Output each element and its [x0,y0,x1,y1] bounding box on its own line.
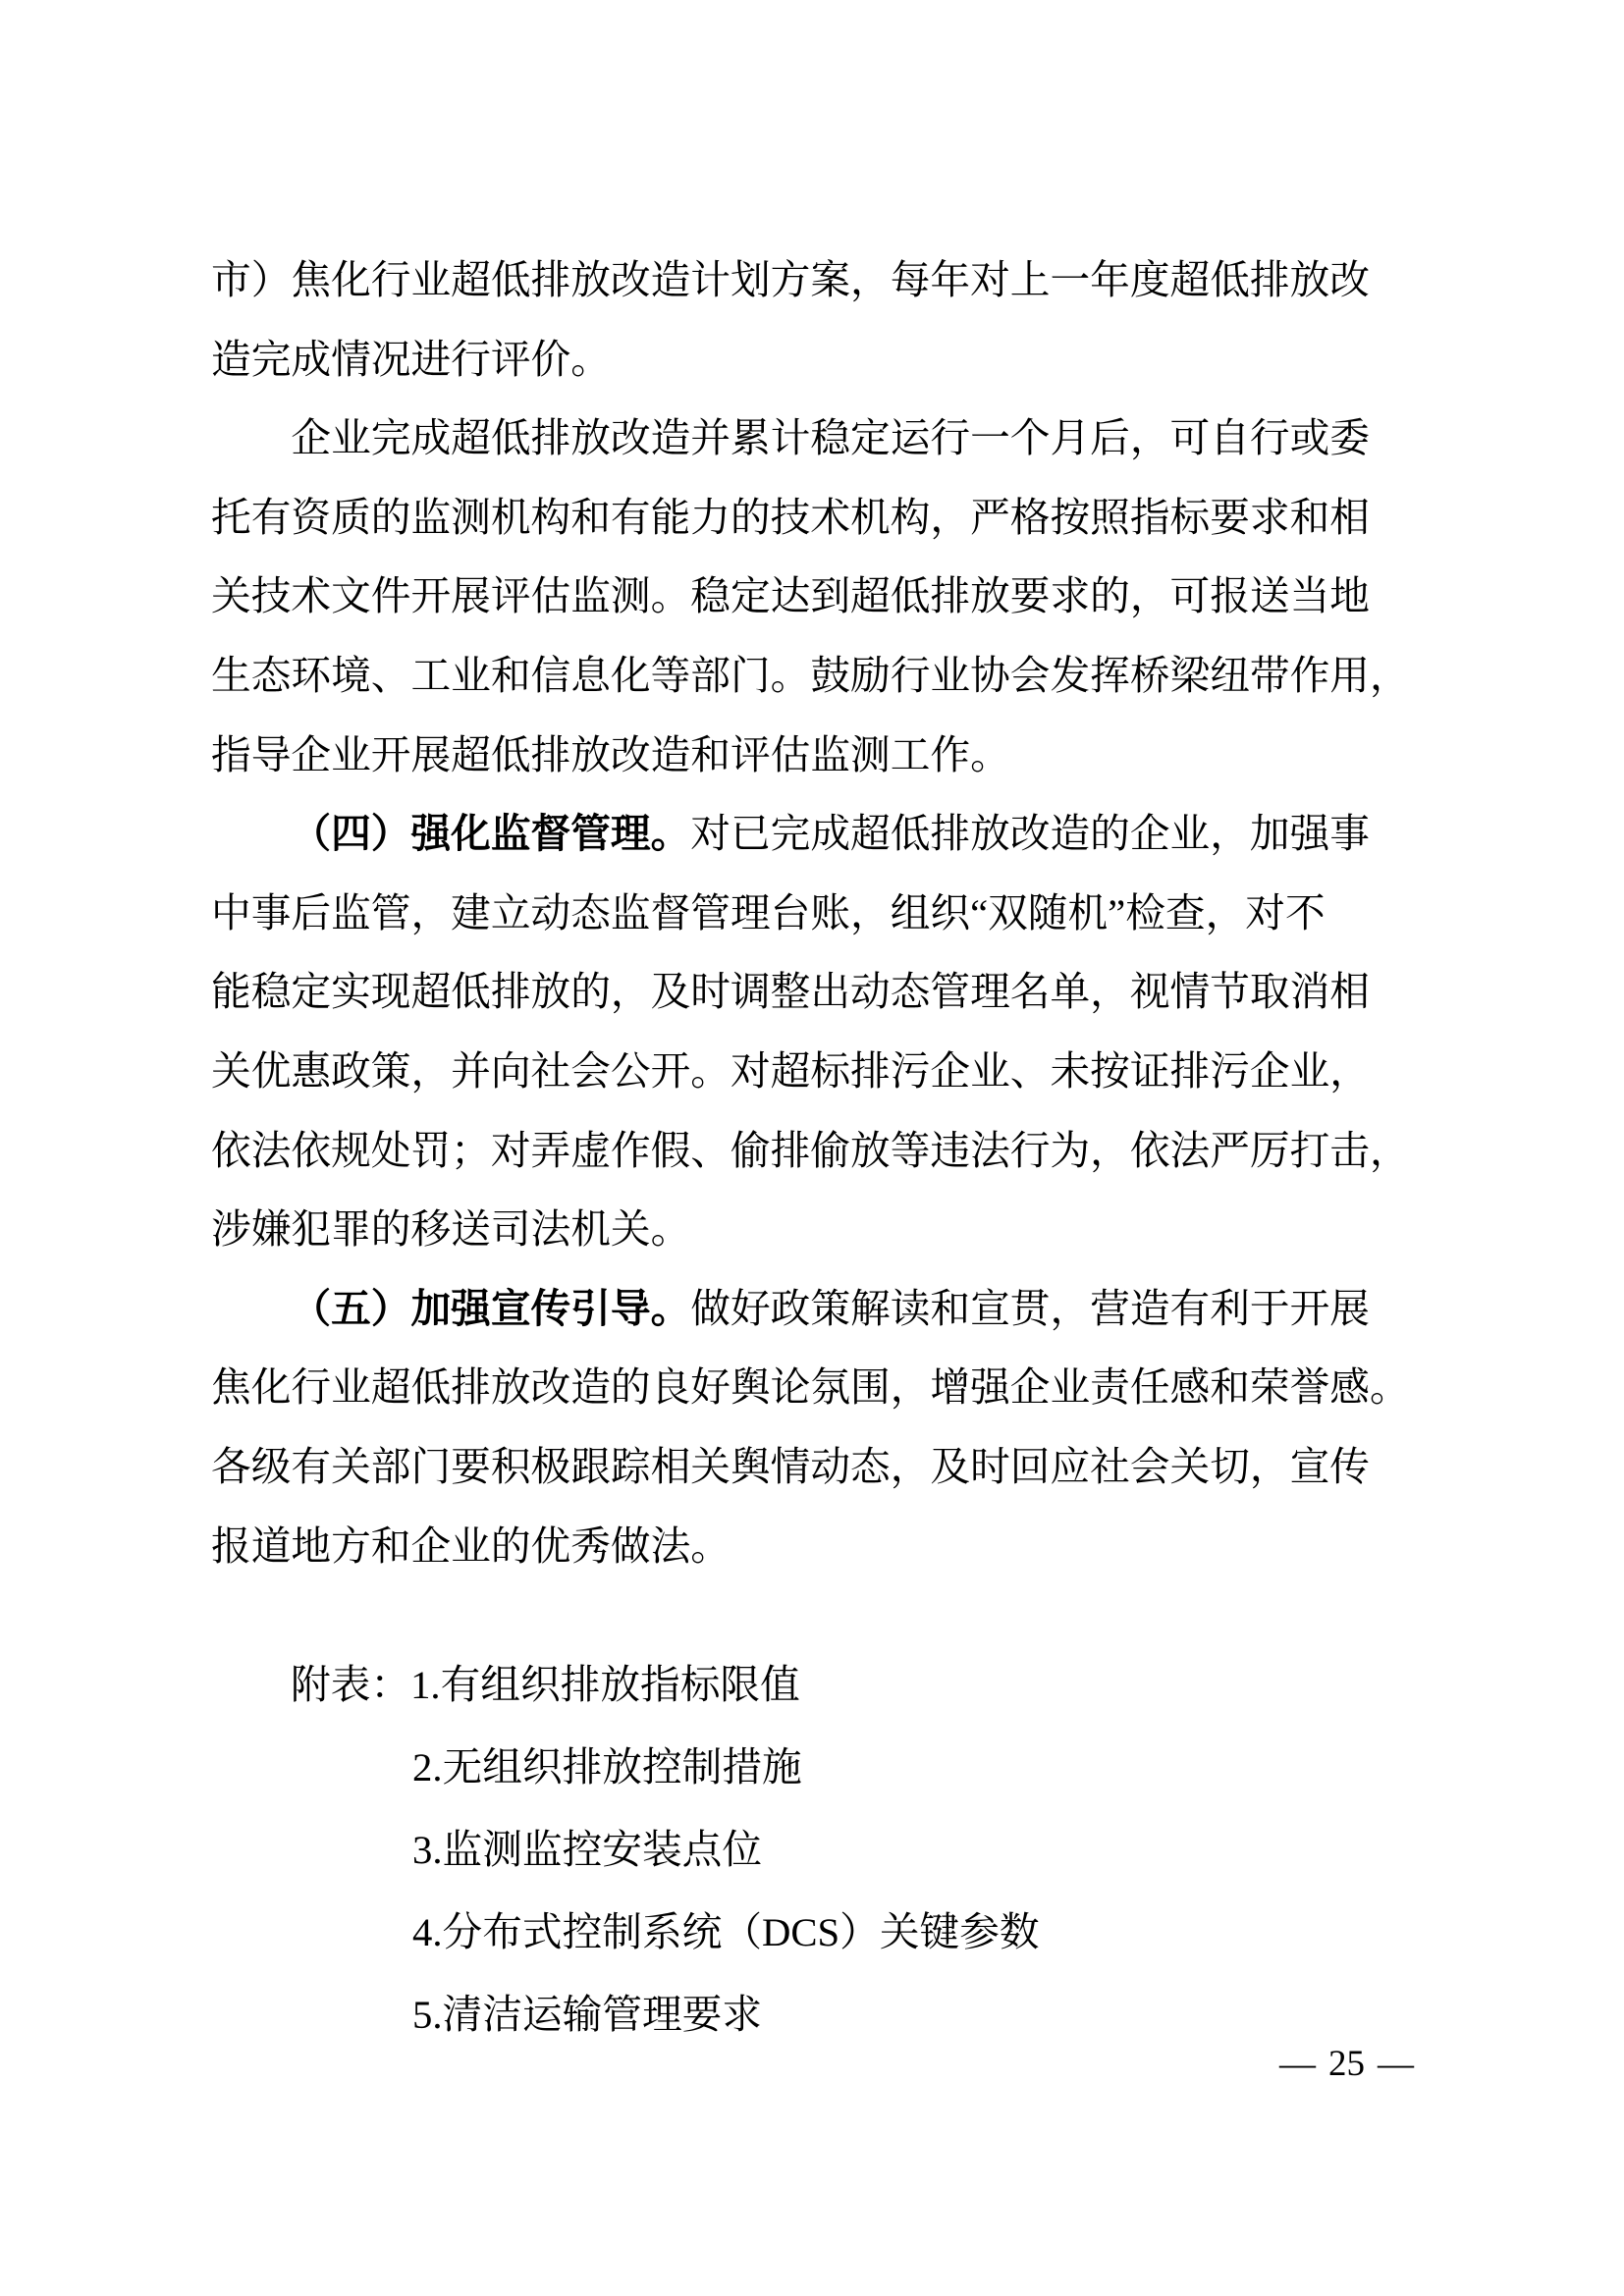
body-line: 企业完成超低排放改造并累计稳定运行一个月后，可自行或委 [291,416,1370,461]
body-line: 中事后监管，建立动态监督管理台账，组织“双随机”检查，对不 [211,890,1326,935]
body-line: 市）焦化行业超低排放改造计划方案，每年对上一年度超低排放改 [211,258,1370,302]
body-line: 造完成情况进行评价。 [211,337,611,382]
body-line: 关技术文件开展评估监测。稳定达到超低排放要求的，可报送当地 [211,574,1370,619]
attachments-list [211,1644,1411,2056]
body-line: 各级有关部门要积极跟踪相关舆情动态，及时回应社会关切，宣传 [211,1444,1370,1489]
section-heading: （五）加强宣传引导。 [291,1286,691,1331]
document-body [211,241,1411,1586]
attachment-item: 4.分布式控制系统（DCS）关键参数 [412,1910,1040,1954]
page-number [1279,2045,1414,2084]
body-line: 托有资质的监测机构和有能力的技术机构，严格按照指标要求和相 [211,495,1370,540]
body-line: （四）强化监督管理。对已完成超低排放改造的企业，加强事 [291,812,1370,857]
attachment-item: 5.清洁运输管理要求 [412,1993,763,2037]
body-line: 指导企业开展超低排放改造和评估监测工作。 [211,732,1010,777]
page-number-left-dash: — [1279,2044,1316,2084]
body-line: 关优惠政策，并向社会公开。对超标排污企业、未按证排污企业， [211,1048,1370,1094]
body-line: （五）加强宣传引导。做好政策解读和宣贯，营造有利于开展 [291,1286,1370,1331]
attachment-item: 附表：1.有组织排放指标限值 [291,1663,800,1707]
page-number-right-dash: — [1378,2044,1414,2084]
section-heading: （四）强化监督管理。 [291,812,691,857]
body-line: 依法依规处罚；对弄虚作假、偷排偷放等违法行为，依法严厉打击， [211,1128,1410,1173]
body-line: 涉嫌犯罪的移送司法机关。 [211,1207,691,1253]
body-line: 焦化行业超低排放改造的良好舆论氛围，增强企业责任感和荣誉感。 [211,1365,1410,1411]
body-line: 生态环境、工业和信息化等部门。鼓励行业协会发挥桥梁纽带作用， [211,653,1410,698]
body-line: 能稳定实现超低排放的，及时调整出动态管理名单，视情节取消相 [211,970,1370,1015]
attachment-item: 3.监测监控安装点位 [412,1828,763,1872]
attachment-item: 2.无组织排放控制措施 [412,1745,802,1789]
body-line: 报道地方和企业的优秀做法。 [211,1523,731,1569]
attachments-label: 附表： [291,1663,411,1707]
page-number-value: 25 [1328,2044,1365,2084]
